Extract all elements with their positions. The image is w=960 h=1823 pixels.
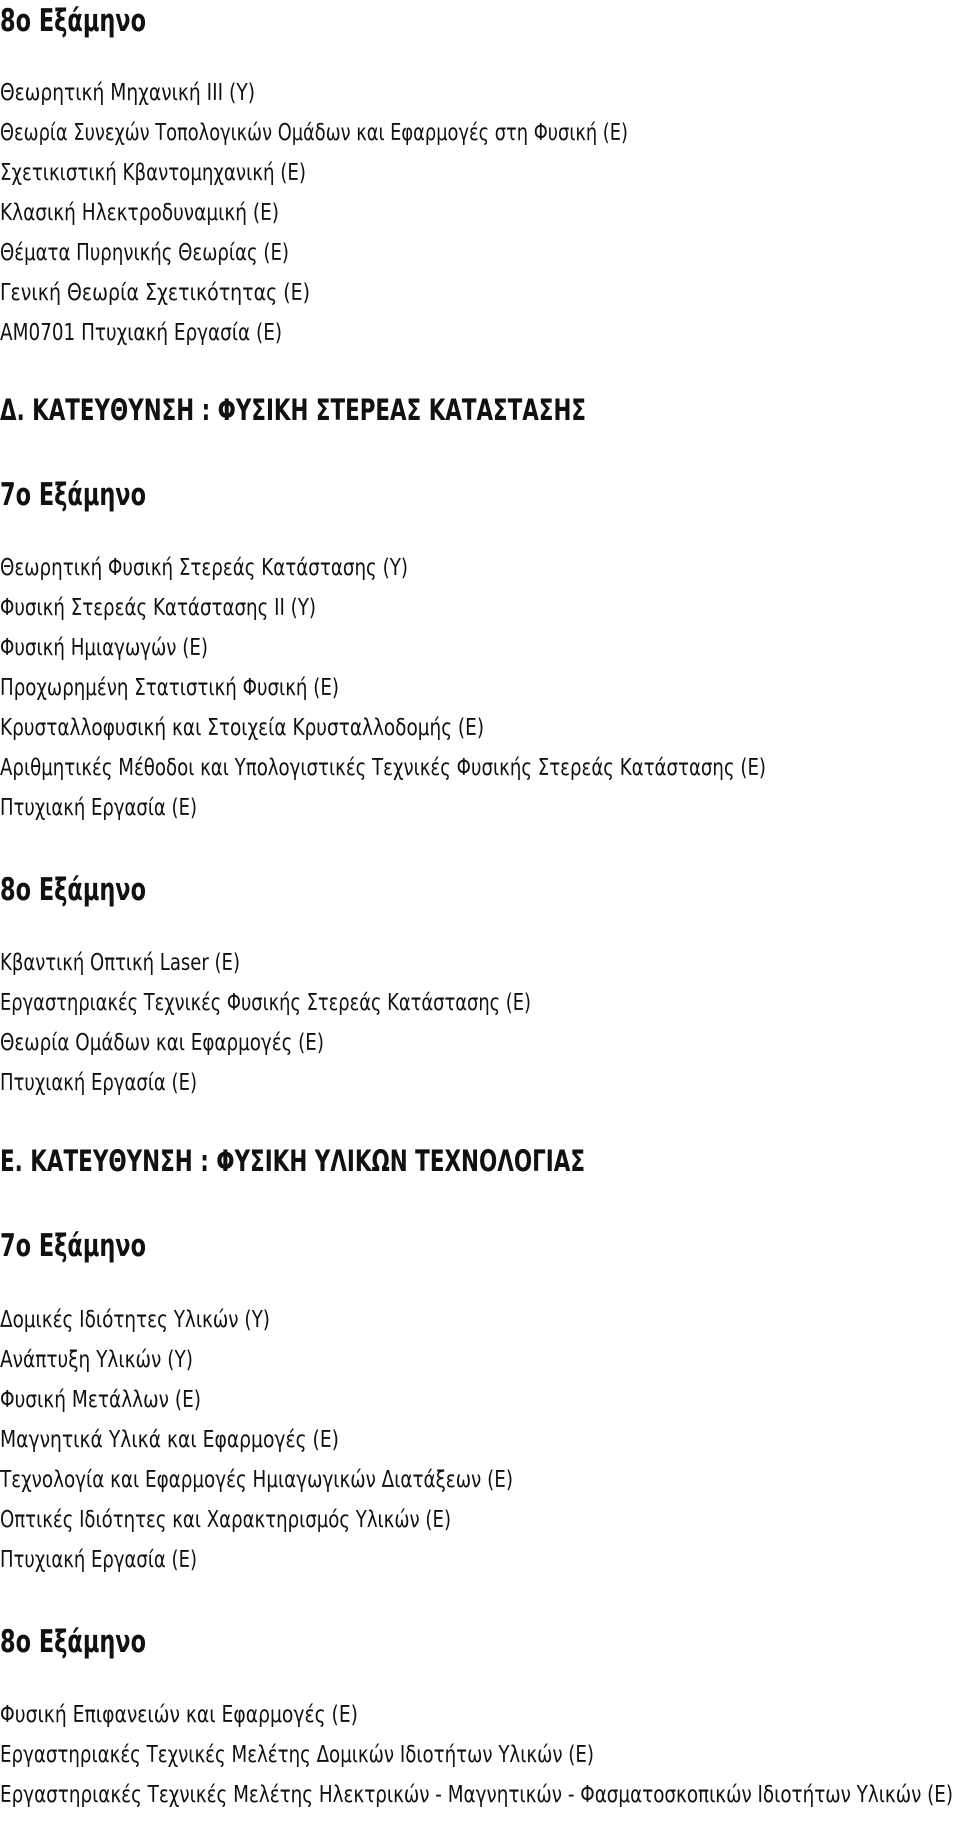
course-item-27: Εργαστηριακές Τεχνικές Μελέτης Δομικών Ιδιοτήτων Υλικών (Ε) — [0, 1742, 595, 1768]
course-item-21: Φυσική Μετάλλων (Ε) — [0, 1387, 202, 1413]
course-item-8: Θεωρητική Φυσική Στερεάς Κατάστασης (Υ) — [0, 555, 408, 581]
course-item-23: Τεχνολογία και Εφαρμογές Ημιαγωγικών Διατάξεων (Ε) — [0, 1467, 513, 1493]
course-item-16: Εργαστηριακές Τεχνικές Φυσικής Στερεάς Κατάστασης (Ε) — [0, 990, 531, 1016]
course-item-9: Φυσική Στερεάς Κατάστασης ΙΙ (Υ) — [0, 595, 316, 621]
semester-heading-2: 7ο Εξάμηνο — [0, 477, 147, 513]
course-item-19: Δομικές Ιδιότητες Υλικών (Υ) — [0, 1307, 270, 1333]
semester-heading-5: 8ο Εξάμηνο — [0, 1624, 147, 1660]
course-item-12: Κρυσταλλοφυσική και Στοιχεία Κρυσταλλοδομής (Ε) — [0, 715, 485, 741]
course-item-15: Κβαντική Οπτική Laser (Ε) — [0, 950, 240, 976]
course-item-7: ΑΜ0701 Πτυχιακή Εργασία (Ε) — [0, 320, 282, 346]
course-item-25: Πτυχιακή Εργασία (Ε) — [0, 1547, 198, 1573]
course-item-22: Μαγνητικά Υλικά και Εφαρμογές (Ε) — [0, 1427, 339, 1453]
semester-heading-4: 7ο Εξάμηνο — [0, 1228, 147, 1264]
semester-heading-1: 8ο Εξάμηνο — [0, 3, 147, 39]
course-item-18: Πτυχιακή Εργασία (Ε) — [0, 1070, 198, 1096]
course-item-5: Θέματα Πυρηνικής Θεωρίας (Ε) — [0, 240, 289, 266]
course-item-13: Αριθμητικές Μέθοδοι και Υπολογιστικές Τεχνικές Φυσικής Στερεάς Κατάστασης (Ε) — [0, 755, 767, 781]
course-item-3: Σχετικιστική Κβαντομηχανική (Ε) — [0, 160, 306, 186]
course-item-1: Θεωρητική Μηχανική ΙΙΙ (Υ) — [0, 80, 255, 106]
course-item-28: Εργαστηριακές Τεχνικές Μελέτης Ηλεκτρικών - Μαγνητικών - Φασματοσκοπικών Ιδιοτήτων Υλικών (Ε) — [0, 1782, 954, 1808]
course-item-24: Οπτικές Ιδιότητες και Χαρακτηρισμός Υλικών (Ε) — [0, 1507, 452, 1533]
direction-heading-1: Δ. ΚΑΤΕΥΘΥΝΣΗ : ΦΥΣΙΚΗ ΣΤΕΡΕΑΣ ΚΑΤΑΣΤΑΣΗΣ — [0, 393, 587, 427]
course-item-11: Προχωρημένη Στατιστική Φυσική (Ε) — [0, 675, 339, 701]
course-item-4: Κλασική Ηλεκτροδυναμική (Ε) — [0, 200, 280, 226]
course-item-6: Γενική Θεωρία Σχετικότητας (Ε) — [0, 280, 310, 306]
course-item-26: Φυσική Επιφανειών και Εφαρμογές (Ε) — [0, 1702, 358, 1728]
semester-heading-3: 8ο Εξάμηνο — [0, 872, 147, 908]
course-item-20: Ανάπτυξη Υλικών (Υ) — [0, 1347, 194, 1373]
course-item-2: Θεωρία Συνεχών Τοπολογικών Ομάδων και Εφαρμογές στη Φυσική (Ε) — [0, 120, 628, 146]
course-item-17: Θεωρία Ομάδων και Εφαρμογές (Ε) — [0, 1030, 325, 1056]
direction-heading-2: Ε. ΚΑΤΕΥΘΥΝΣΗ : ΦΥΣΙΚΗ ΥΛΙΚΩΝ ΤΕΧΝΟΛΟΓΙΑΣ — [0, 1144, 586, 1178]
course-item-14: Πτυχιακή Εργασία (Ε) — [0, 795, 198, 821]
course-item-10: Φυσική Ημιαγωγών (Ε) — [0, 635, 208, 661]
